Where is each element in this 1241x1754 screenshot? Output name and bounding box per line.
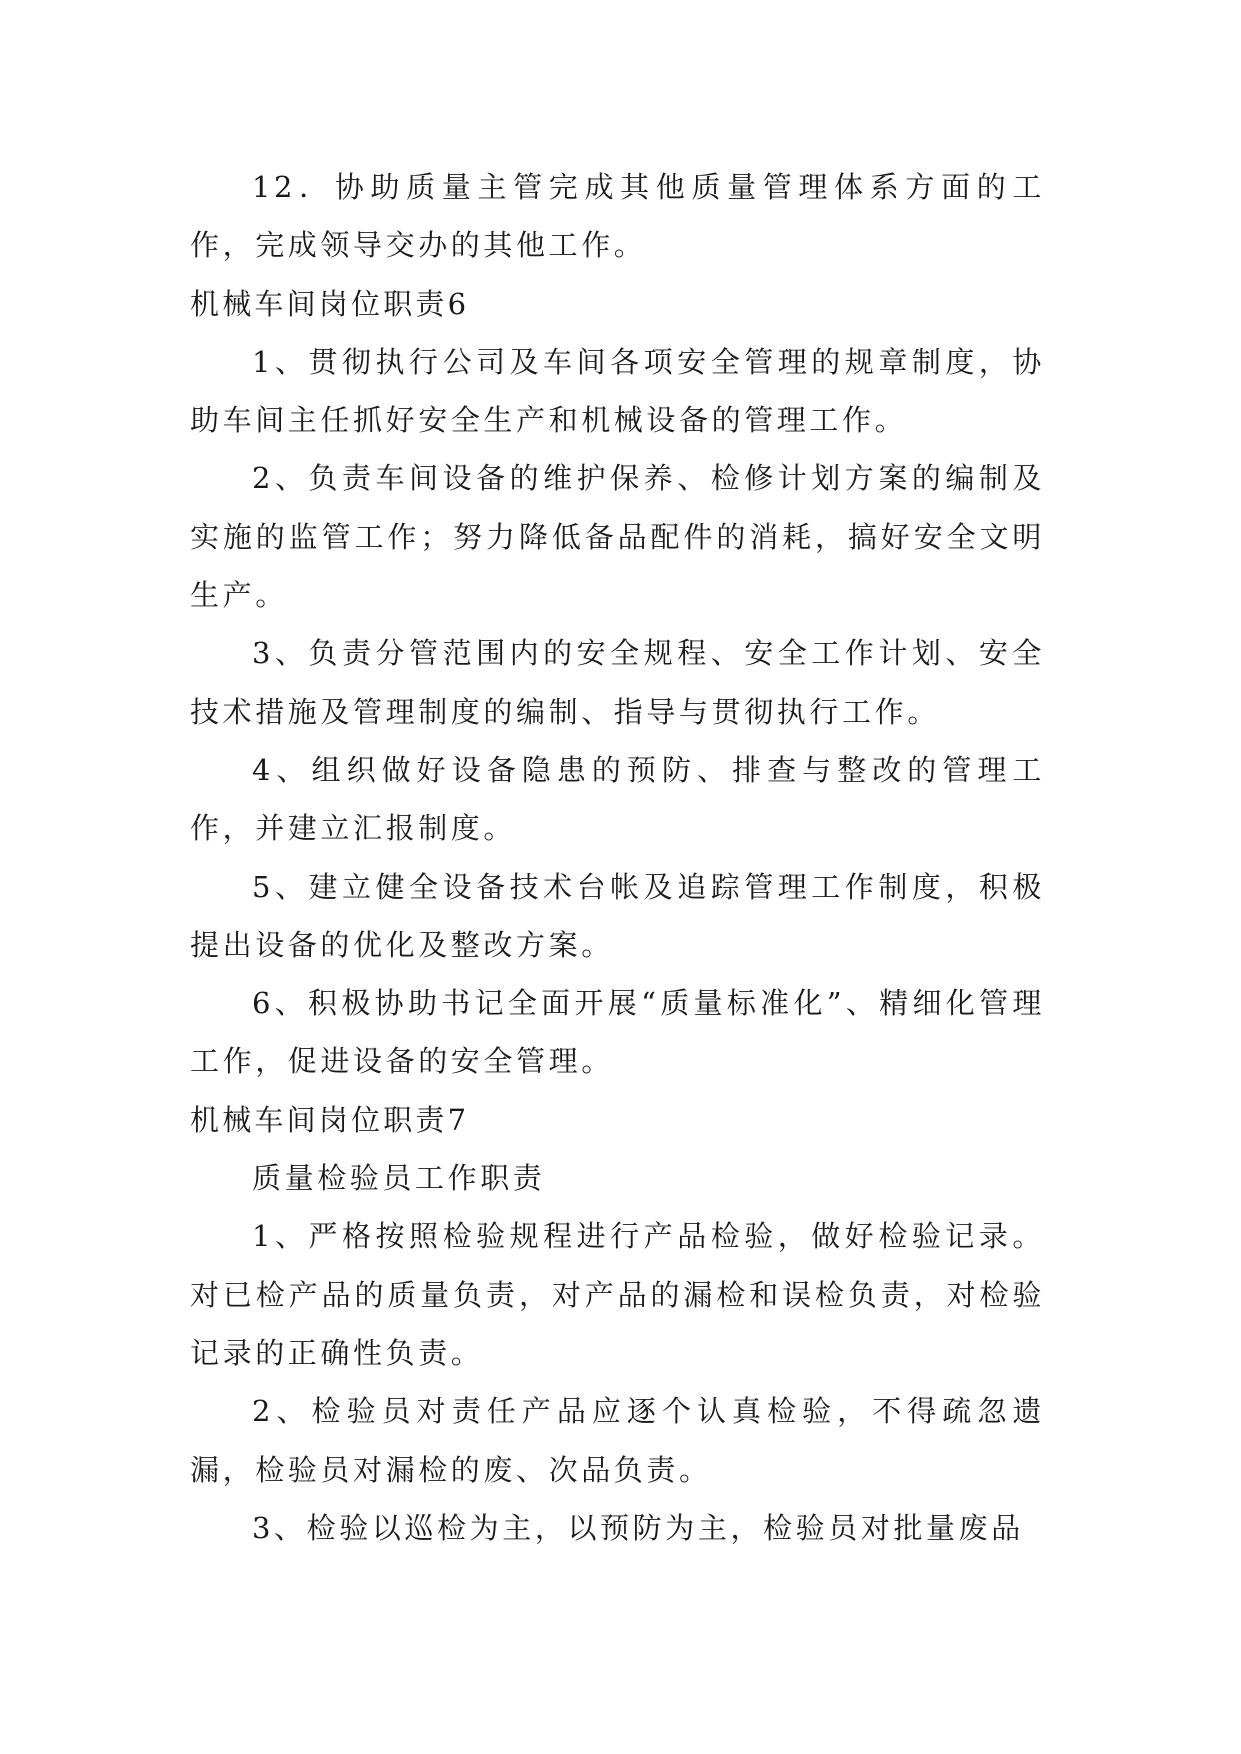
subsection-title: 质量检验员工作职责 [252,1161,546,1196]
paragraph-item-4: 4、组织做好设备隐患的预防、排查与整改的管理工作，并建立汇报制度。 [190,752,1045,846]
paragraph-item-2: 2、负责车间设备的维护保养、检修计划方案的编制及实施的监管工作；努力降低备品配件的消耗，搞好安全文明生产。 [190,461,1045,613]
document-body [190,158,1045,1557]
paragraph-item-12: 12．协助质量主管完成其他质量管理体系方面的工作，完成领导交办的其他工作。 [190,170,1045,263]
paragraph-item-2b: 2、检验员对责任产品应逐个认真检验，不得疏忽遗漏，检验员对漏检的废、次品负责。 [190,1394,1045,1487]
paragraph-item-1b: 1、严格按照检验规程进行产品检验，做好检验记录。对已检产品的质量负责，对产品的漏检和误检负责，对检验记录的正确性负责。 [190,1219,1045,1370]
paragraph-item-6: 6、积极协助书记全面开展“质量标准化”、精细化管理工作，促进设备的安全管理。 [190,986,1045,1079]
paragraph-item-1: 1、贯彻执行公司及车间各项安全管理的规章制度，协助车间主任抓好安全生产和机械设备的管理工作。 [190,344,1045,438]
paragraph-item-3b: 3、检验以巡检为主，以预防为主，检验员对批量废品 [252,1510,1024,1545]
paragraph-item-5: 5、建立健全设备技术台帐及追踪管理工作制度，积极提出设备的优化及整改方案。 [190,869,1045,962]
section-heading-6: 机械车间岗位职责6 [190,286,470,321]
section-heading-7: 机械车间岗位职责7 [190,1102,470,1137]
paragraph-item-3: 3、负责分管范围内的安全规程、安全工作计划、安全技术措施及管理制度的编制、指导与贯彻执行工作。 [190,636,1045,729]
